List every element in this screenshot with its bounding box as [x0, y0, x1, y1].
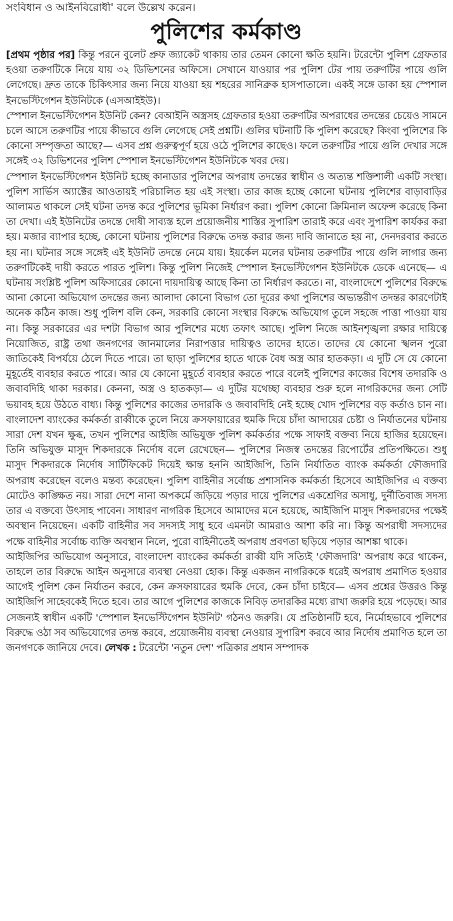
paragraph-text: আইজিপির অভিযোগ অনুসারে, বাংলাদেশ ব্যাংকের কর্মকর্তা রাব্বী যদি সত্যিই 'ফৌজদারি' অপরাধ করে থাকেন, তাহলে তার বিরুদ্ধে আইন অনুসারে ব্যবস্থা নেওয়া হোক। কিন্তু একজন নাগরিককে ধরেই অপরাধ প্রমাণিত হওয়ার আগেই পুলিশ কেন নির্যাতন করবে, কেন ক্রসফায়ারের হুমকি দেবে, কেন চাঁদা চাইবে— এসব প্রশ্নের উত্তরও কিন্তু আইজিপি সাহেবকেই দিতে হবে। তার আগে পুলিশের কাজকে নিবিড় তদারকির মধ্যে রাখা জরুরি হয়ে পড়েছে। আর সেজন্যই স্বাধীন একটি 'স্পেশাল ইনভেস্টিগেশন ইউনিট' গঠনও জরুরি। যে প্রতিষ্ঠানটি হবে, নির্মোহভাবে পুলিশের বিরুদ্ধে ওঠা সব অভিযোগের তদন্ত করবে, প্রয়োজনীয় ব্যবস্থা নেওয়ার সুপারিশ করবে আর নির্দোষ প্রমাণিত হলে তা জনগণকে জানিয়ে দেবে। — [6, 551, 447, 654]
author-description: টরেন্টো 'নতুন দেশ' পত্রিকার প্রধান সম্পাদক — [136, 642, 309, 654]
article-paragraph — [6, 170, 447, 550]
continuation-marker: [প্রথম পৃষ্ঠার পর] — [6, 50, 76, 61]
author-label: লেখক : — [104, 642, 137, 654]
previous-article-fragment: সংবিধান ও আইনবিরোধী' বলে উল্লেখ করেন। — [6, 2, 196, 14]
article-paragraph — [6, 550, 447, 656]
article-paragraph — [6, 109, 447, 170]
article-paragraph — [6, 48, 447, 109]
article-body — [6, 48, 447, 919]
paragraph-text: স্পেশাল ইনভেস্টিগেশন ইউনিট হচ্ছে কানাডার পুলিশের অপরাধ তদন্তের স্বাধীন ও অত্যন্ত শক্তিশালী একটি সংস্থা। পুলিশ সার্ভিস অ্যাক্টের আওতায়ই পরিচালিত হয় এই সংস্থা। তার কাজ হচ্ছে কোনো ঘটনায় পুলিশের বাড়াবাড়ির আলামত থাকলে সেই ঘটনা তদন্ত করে পুলিশের ভূমিকা নির্ধারণ করা। পুলিশ কোনো ক্রিমিনাল অফেন্স করেছে কিনা তা দেখা। এই ইউনিটের তদন্তে দোষী সাব্যস্ত হলে প্রয়োজনীয় শাস্তির সুপারিশ তারাই করে এবং সুপারিশ কার্যকর করা হয়। মজার ব্যাপার হচ্ছে, কোনো ঘটনায় পুলিশের বিরুদ্ধে তদন্ত করার জন্য দাবি জানাতে হয় না, দেনদরবার করতে হয় না। ঘটনার সঙ্গে সঙ্গেই এই ইউনিট তদন্তে নেমে যায়। ইয়র্কেল মলের ঘটনায় তরুণটির পায়ে গুলি লাগার জন্য তরুণটিকেই দায়ী করতে পারত পুলিশ। কিন্তু পুলিশ নিজেই স্পেশাল ইনভেস্টিগেশন ইউনিটকে ডেকে এনেছে— এ ঘটনায় সংশ্লিষ্ট পুলিশ অফিসারের কোনো দায়দায়িত্ব আছে কিনা তা নির্ধারণ করতে। না, বাংলাদেশে পুলিশের বিরুদ্ধে আনা কোনো অভিযোগ তদন্তের জন্য আলাদা কোনো বিভাগ তো দূরের কথা পুলিশের অভ্যন্তরীণ তদন্তর কারণেটাই অনেক কঠিন কাজ। শুধু পুলিশ বলি কেন, সরকারি কোনো সংস্থার বিরুদ্ধে অভিযোগ তুলে সহজে পাত্তা পাওয়া যায় না। কিন্তু সরকারের এর দশটা বিভাগ আর পুলিশের মধ্যে তফাৎ আছে। পুলিশ নিজে আইনশৃঙ্খলা রক্ষার দায়িত্বে নিয়োজিত, রাষ্ট্র তথা জনগণের জানমালের নিরাপত্তার দায়িত্বও তাদের হাতে। তাদের যে কোনো স্খলন পুরো জাতিকেই বিপর্যয়ে ঠেলে দিতে পারে। তা ছাড়া পুলিশের হাতে থাকে বৈধ অস্ত্র আর হাতকড়া। এ দুটি সে যে কোনো মুহূর্তেই ব্যবহার করতে পারে। আর যে কোনো মুহূর্তে ব্যবহার করতে পারে বলেই পুলিশের কাজের বিশেষ তদারকি ও জবাবদিহি থাকা দরকার। কেননা, অস্ত্র ও হাতকড়া— এ দুটির যথেচ্ছা ব্যবহার শুরু হলে নাগরিকদের জন্য সেটি ভয়াবহ হয়ে উঠতে বাধ্য। কিন্তু পুলিশের কাজের তদারকি ও জবাবদিহি নেই হচ্ছে খোদ পুলিশের বড় কর্তাও চান না। বাংলাদেশ ব্যাংকের কর্মকর্তা রাব্বীকে তুলে নিয়ে ক্রসফায়ারের হুমকি দিয়ে চাঁদা আদায়ের চেষ্টা ও নির্যাতনের ঘটনায় সারা দেশ যখন ক্ষুব্ধ, তখন পুলিশের আইজি অভিযুক্ত পুলিশ কর্মকর্তার পক্ষে সাফাই বক্তব্য নিয়ে হাজির হয়েছেন। তিনি অভিযুক্ত মাসুদ শিকদারকে নির্দোষ বলে রেখেছেন— পুলিশের নিজস্ব তদন্তের রিপোর্টের প্রতিপক্ষিতে। শুধু মাসুদ শিকদারকে নির্দোষ সার্টিফিকেট দিয়েই ক্ষান্ত হননি আইজিপি, তিনি নির্যাতিত ব্যাংক কর্মকর্তা ফৌজদারি অপরাধ করেছেন বলেও মন্তব্য করেছেন। পুলিশ বাহিনীর সর্বোচ্চ প্রশাসনিক কর্মকর্তা হিসেবে আইজিপির এ বক্তব্য মোটেও কাঙ্ক্ষিত নয়। সারা দেশে নানা অপকর্মে জড়িয়ে পড়ার দায়ে পুলিশের একশ্রেণির অসাধু, দুর্নীতিবাজ সদস্য তার এ বক্তব্যে উৎসাহ পাবেন। সাধারণ নাগরিক হিসেবে আমাদের মনে হয়েছে, আইজিপি মাসুদ শিকদারদের পক্ষেই অবস্থান নিয়েছেন। একটি বাহিনীর সব সদস্যই সাধু হবে এমনটা আমরাও আশা করি না। কিন্তু অপরাধী সদস্যদের পক্ষে বাহিনীর সর্বোচ্চ ব্যক্তি অবস্থান নিলে, পুরো বাহিনীতেই অপরাধ প্রবণতা ছড়িয়ে পড়ার আশঙ্কা থাকে। — [6, 171, 447, 548]
headline: পুলিশের কর্মকাণ্ড — [150, 20, 303, 45]
paragraph-text: কিন্তু পরনে বুলেট প্রুফ জ্যাকেট থাকায় তার তেমন কোনো ক্ষতি হয়নি। টরেন্টো পুলিশ গ্রেফতার হওয়া তরুণটিকে নিয়ে যায় ৩২ ডিভিশনের অফিসে। সেখানে যাওয়ার পর পুলিশ টের পায় তরুণটির পায়ে গুলি লেগেছে। দ্রুত তাকে চিকিৎসার জন্য নিয়ে যাওয়া হয় শহরের সানিব্রুক হাসপাতালে। একই সঙ্গে ডাকা হয় স্পেশাল ইনভেস্টিগেশন ইউনিটকে (এসআইইউ)। — [6, 50, 447, 107]
paragraph-text: স্পেশাল ইনভেস্টিগেশন ইউনিট কেন? বেআইনি অস্ত্রসহ গ্রেফতার হওয়া তরুণটির অপরাধের তদন্তের চেয়েও সামনে চলে আসে তরুণটির পায়ে কীভাবে গুলি লেগেছে সেই প্রশ্নটি। গুলির ঘটনাটি কি পুলিশ করেছে? কিংবা পুলিশের কি কোনো সম্পৃক্ততা আছে?— এসব প্রশ্ন গুরুত্বপূর্ণ হয়ে ওঠে পুলিশের কাছেও। ফলে তরুণটির পায়ে গুলি দেখার সঙ্গে সঙ্গেই ৩২ ডিভিশনের পুলিশ স্পেশাল ইনভেস্টিগেশন ইউনিটকে খবর দেয়। — [6, 110, 447, 168]
